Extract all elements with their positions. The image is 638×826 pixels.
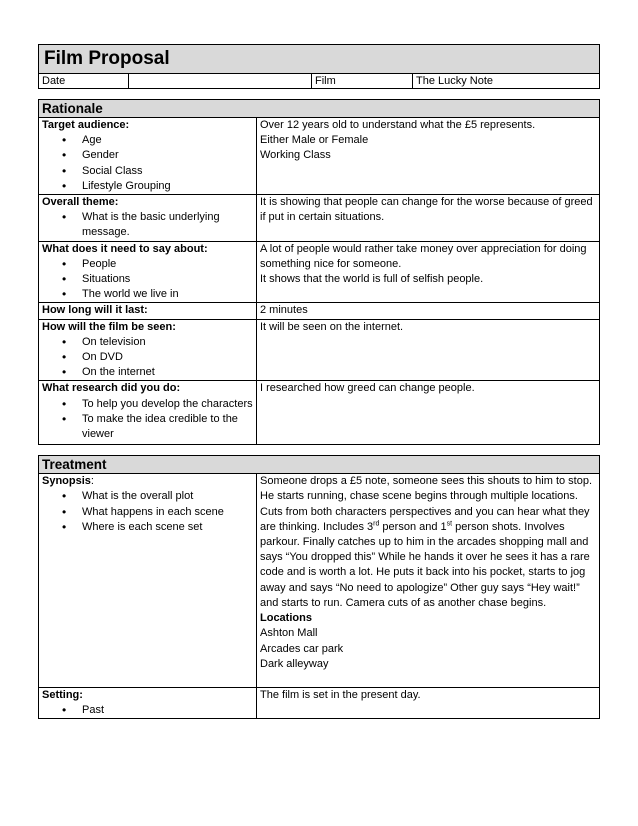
rationale-answer-line: It shows that the world is full of selfish people. [260, 273, 484, 286]
rationale-bullets [42, 133, 253, 194]
rationale-answer-line: I researched how greed can change people. [260, 382, 475, 395]
rationale-bullets [42, 397, 253, 443]
superscript: st [446, 520, 453, 528]
list-item: • Past [82, 703, 253, 718]
rationale-question-cell [39, 241, 257, 303]
rationale-answer-line: Working Class [260, 149, 331, 162]
list-item: • People [82, 257, 253, 272]
list-item: • Gender [82, 148, 253, 163]
rationale-question-label: Overall theme: [42, 196, 119, 209]
rationale-answer-cell [257, 319, 600, 381]
rationale-question-label: How will the film be seen: [42, 320, 176, 333]
list-item: • On DVD [82, 350, 253, 365]
setting-bullets [42, 703, 253, 718]
rationale-bullets [42, 210, 253, 240]
synopsis-text-part: person shots. Involves parkour. Finally catches up to him in the arcades shopping mall and says “You dropped this” While he hands it over he sees it has a rare code and is worth a lot. He puts it back into his pocket, starts to jog away and says “No need to apologize” Other guy says “Hey wait!” and starts to run. Camera cuts of as another chase begins. [260, 520, 590, 609]
header-table [38, 44, 600, 89]
location-item: Dark alleyway [260, 657, 329, 670]
list-item: • Situations [82, 272, 253, 287]
rationale-question-cell [39, 381, 257, 445]
rationale-question-label: What research did you do: [42, 382, 181, 395]
rationale-answer-cell [257, 118, 600, 195]
treatment-table [38, 455, 600, 719]
rationale-row [39, 319, 600, 381]
synopsis-colon: : [90, 475, 94, 488]
rationale-answer-cell [257, 195, 600, 242]
synopsis-text-part: Someone drops a £5 note, someone sees this shouts to him to stop. He starts running, chase scene begins through multiple locations. Cuts from both characters perspectives and you can hear what they are thinking. Includes 3 [260, 475, 593, 533]
rationale-answer-cell [257, 241, 600, 303]
rationale-answer-cell [257, 381, 600, 445]
synopsis-row [39, 474, 600, 688]
rationale-table [38, 99, 600, 445]
rationale-row [39, 241, 600, 303]
rationale-answer-line: It is showing that people can change for the worse because of greed if put in certain situations. [260, 196, 593, 224]
list-item: • What happens in each scene [82, 505, 253, 520]
list-item: • The world we live in [82, 287, 253, 302]
rationale-bullets [42, 335, 253, 381]
synopsis-label-cell [39, 474, 257, 688]
setting-answer: The film is set in the present day. [257, 687, 600, 718]
rationale-question-cell [39, 303, 257, 319]
rationale-row [39, 195, 600, 242]
film-proposal-page [38, 44, 599, 719]
rationale-answer-line: A lot of people would rather take money over appreciation for doing something nice for someone. [260, 242, 587, 270]
date-value [129, 74, 312, 89]
synopsis-label: Synopsis [42, 475, 91, 488]
synopsis-text-part: person and 1 [379, 520, 447, 533]
setting-row [39, 687, 600, 718]
superscript: rd [373, 520, 380, 528]
rationale-row [39, 118, 600, 195]
list-item: • To help you develop the characters [82, 397, 253, 412]
synopsis-answer-cell [257, 474, 600, 688]
list-item: • What is the overall plot [82, 489, 253, 504]
synopsis-bullets [42, 489, 253, 535]
rationale-question-label: What does it need to say about: [42, 242, 208, 255]
film-value: The Lucky Note [413, 74, 600, 89]
list-item: • On the internet [82, 365, 253, 380]
rationale-bullets [42, 257, 253, 303]
list-item: • On television [82, 335, 253, 350]
list-item: • Age [82, 133, 253, 148]
rationale-answer-cell [257, 303, 600, 319]
location-item: Ashton Mall [260, 627, 318, 640]
setting-label: Setting: [42, 688, 83, 701]
rationale-question-label: How long will it last: [42, 304, 148, 317]
rationale-question-label: Target audience: [42, 119, 130, 131]
rationale-answer-line: Over 12 years old to understand what the £5 represents. [260, 119, 536, 131]
rationale-question-cell [39, 118, 257, 195]
rationale-row [39, 381, 600, 445]
film-label: Film [312, 74, 413, 89]
page-title: Film Proposal [39, 45, 600, 74]
rationale-row [39, 303, 600, 319]
synopsis-text [260, 474, 596, 611]
treatment-heading: Treatment [39, 456, 600, 474]
date-label: Date [39, 74, 129, 89]
list-item: • Social Class [82, 164, 253, 179]
rationale-heading: Rationale [39, 100, 600, 118]
list-item: • Where is each scene set [82, 520, 253, 535]
location-item: Arcades car park [260, 642, 344, 655]
list-item: • What is the basic underlying message. [82, 210, 253, 240]
locations-heading: Locations [260, 612, 312, 625]
list-item: • Lifestyle Grouping [82, 179, 253, 194]
rationale-question-cell [39, 195, 257, 242]
setting-label-cell [39, 687, 257, 718]
rationale-question-cell [39, 319, 257, 381]
rationale-answer-line: Either Male or Female [260, 134, 369, 147]
list-item: • To make the idea credible to the viewer [82, 412, 253, 442]
rationale-answer-line: It will be seen on the internet. [260, 320, 404, 333]
rationale-answer-line: 2 minutes [260, 304, 308, 317]
